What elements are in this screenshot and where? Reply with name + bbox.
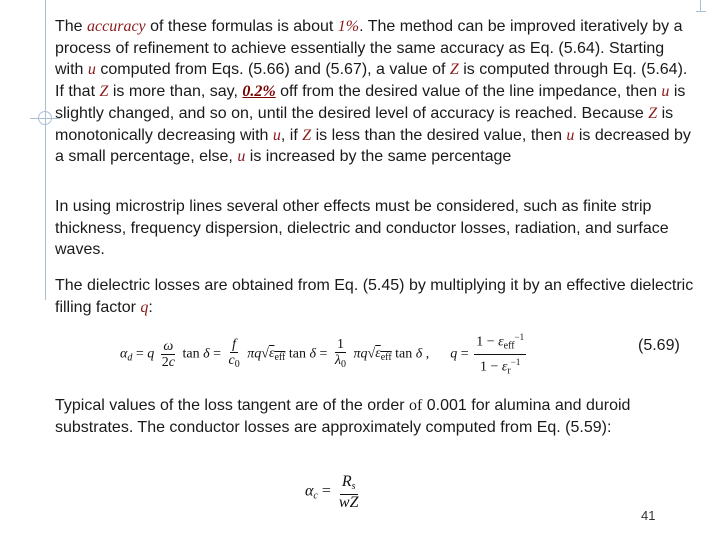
- threshold-highlight: 0.2%: [242, 83, 276, 101]
- paragraph-refinement-method: The accuracy of these formulas is about 1%. The method can be improved iteratively by a process of refinement to achieve essentially the same accuracy as Eq. (5.64). Starting with u computed from Eqs. (5.66) and (5.67), a value of Z is computed through Eq. (5.64). If that Z is more than, say, 0.2% off from the desired value of the line impedance, then u is slightly changed, and so on, until the desired level of accuracy is reached. Because Z is monotonically decreasing with u, if Z is less than the desired value, then u is decreased by a small percentage, else, u is increased by the same percentage: [55, 18, 691, 166]
- page-number: 41: [641, 508, 656, 523]
- decorative-circle: [38, 111, 52, 125]
- decorative-corner-mark-horizontal: [696, 11, 706, 12]
- paragraph-other-effects: In using microstrip lines several other effects must be considered, such as finite strip thickness, frequency dispersion, dielectric and conductor losses, radiation, and surface waves.: [55, 198, 669, 258]
- paragraph-loss-tangent: Typical values of the loss tangent are of the order of 0.001 for alumina and duroid substrates. The conductor losses are approximately computed from Eq. (5.59):: [55, 397, 631, 436]
- decorative-vertical-line: [45, 0, 46, 300]
- accuracy-percent: 1%: [337, 18, 360, 35]
- equation-number: (5.69): [638, 337, 680, 354]
- term-accuracy: accuracy: [87, 18, 146, 35]
- equation-dielectric-loss: $\alpha_d = q$ $\frac{\omega}{2c}$ tan δ = $\frac{f}{c_0}$ $\pi q√\varepsilon_{eff}$ tan δ = $\frac{1}{\lambda_0}$ $\pi q√\varepsilon_{eff}$ tan δ , q = $\frac{1 - \varepsilon_{eff}^{-1}}{1 - \varepsilon_r^{-1}}$: [120, 332, 525, 377]
- paragraph-dielectric-losses: The dielectric losses are obtained from Eq. (5.45) by multiplying it by an effective dielectric filling factor q:: [55, 277, 694, 316]
- equation-conductor-loss: $\alpha_c$ = $\frac{R_s}{wZ}$: [305, 473, 359, 511]
